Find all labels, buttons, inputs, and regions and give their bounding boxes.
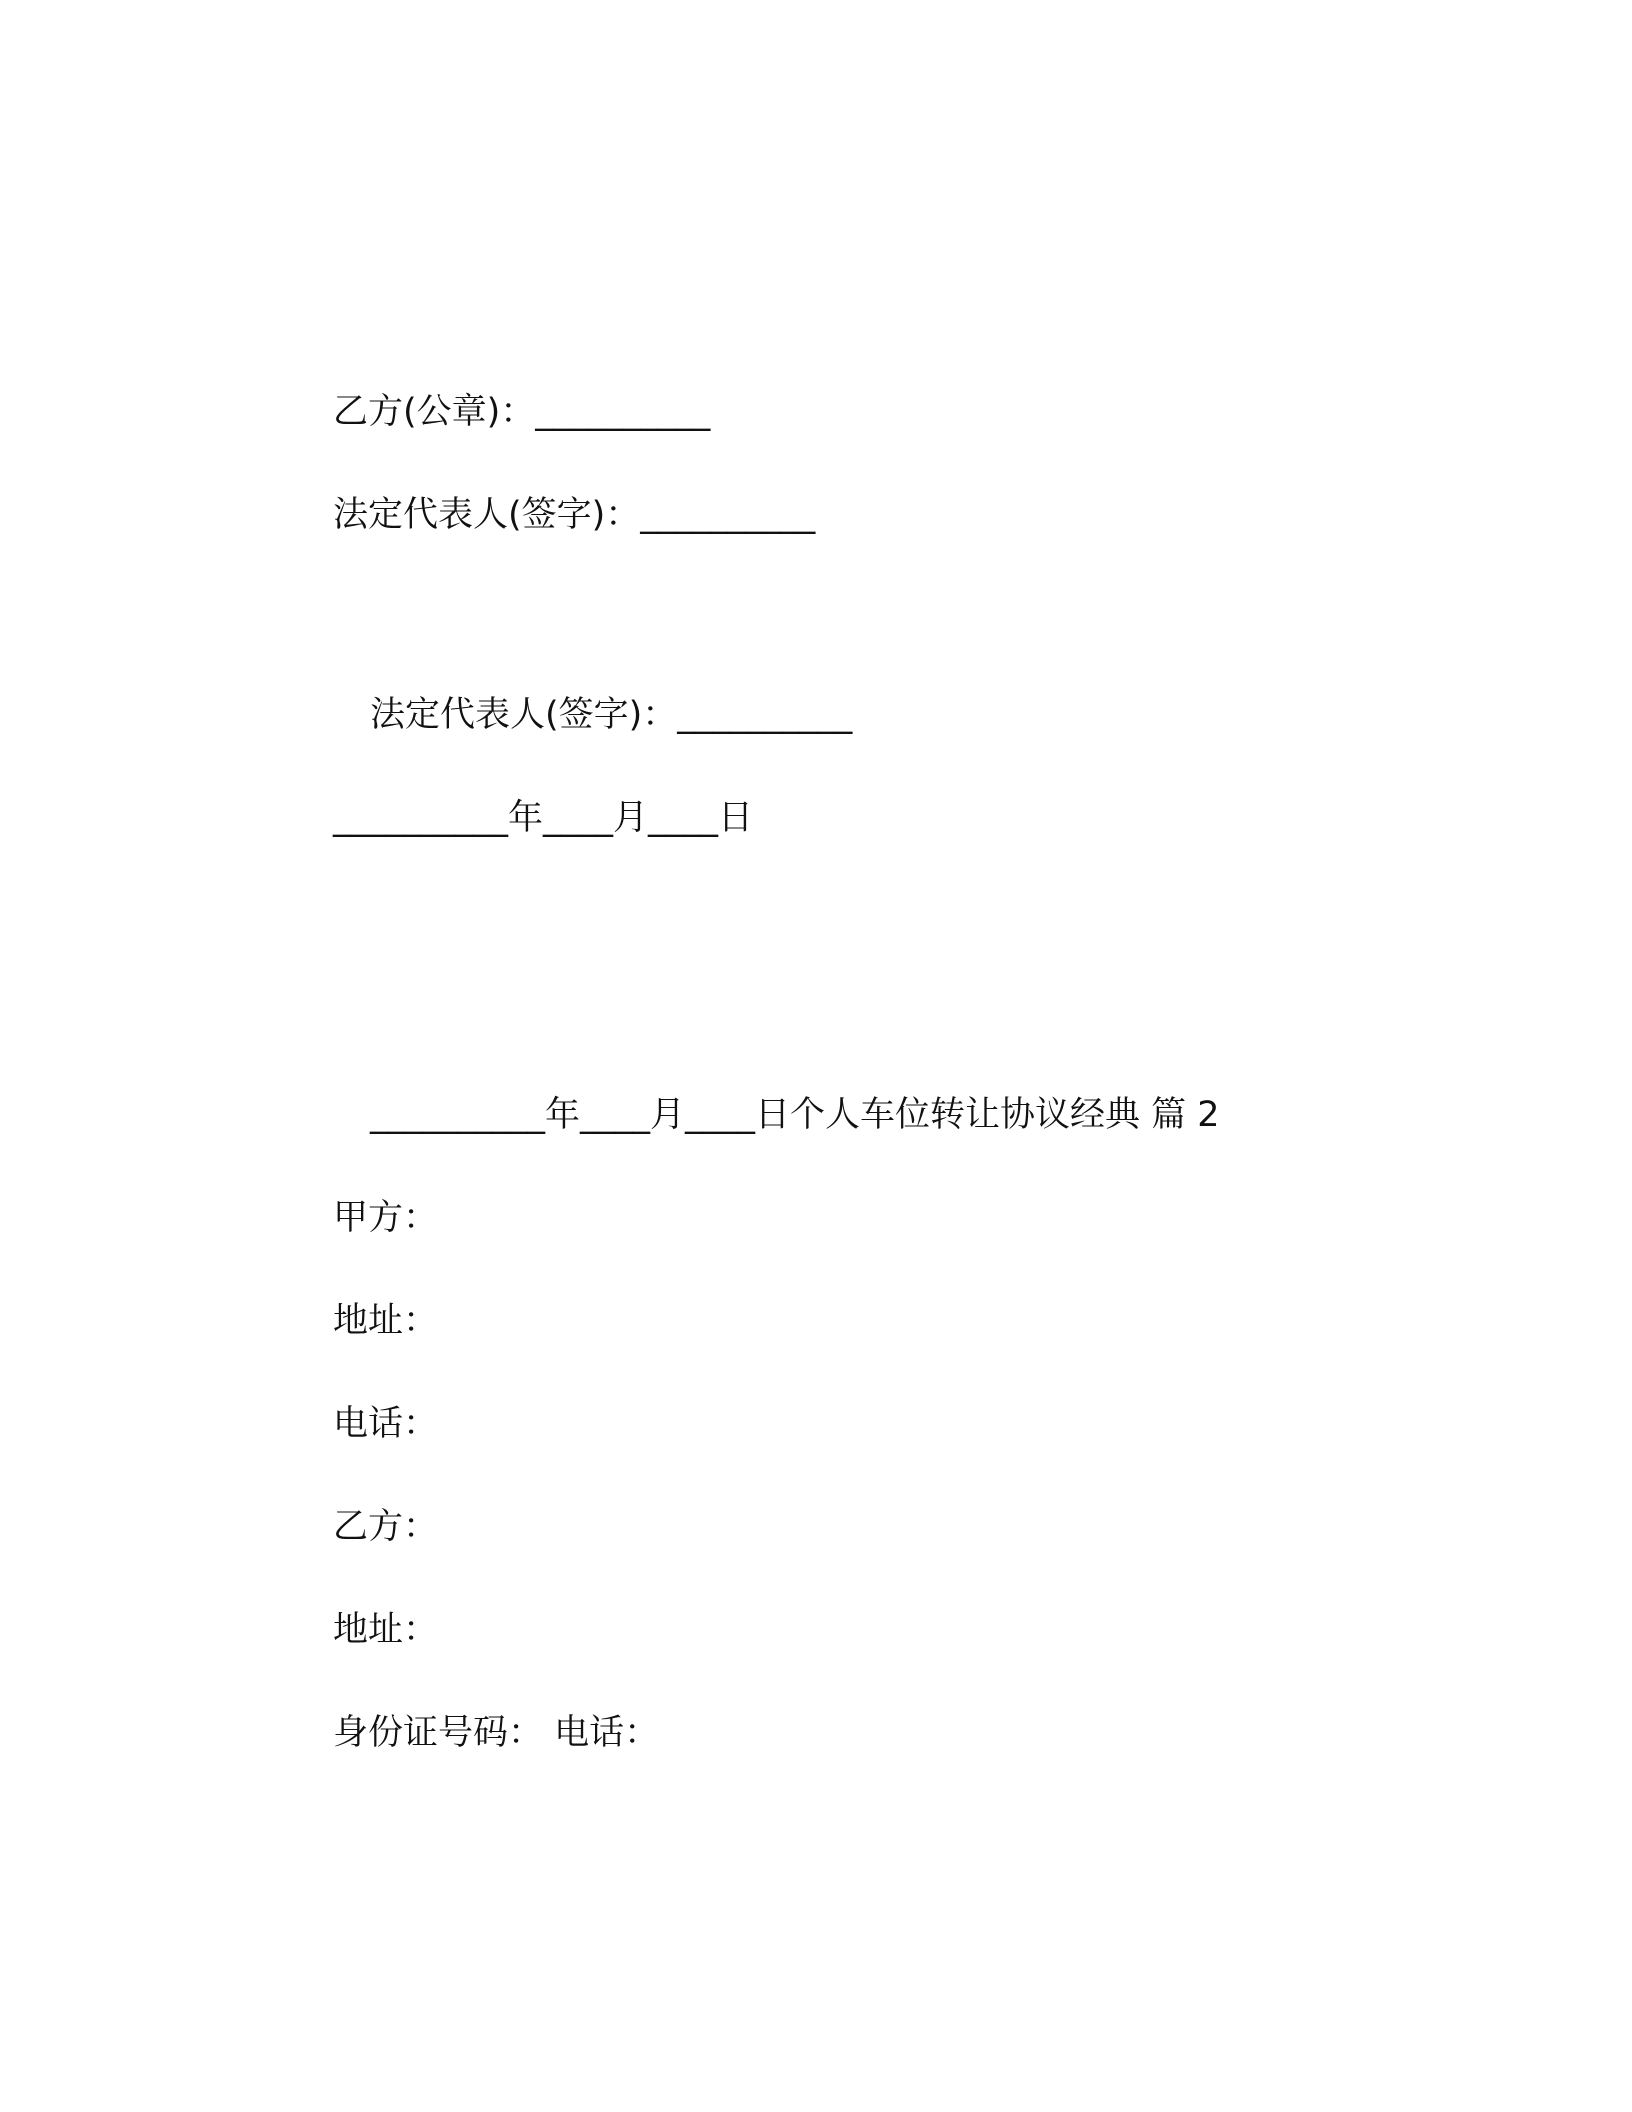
party-a-phone-label: 电话： bbox=[333, 1404, 439, 1444]
party-a-address-label: 地址： bbox=[333, 1301, 439, 1341]
id-number-and-phone-label: 身份证号码： 电话： bbox=[333, 1713, 660, 1753]
legal-representative-signature-line: 法定代表人(签字)：__________ bbox=[333, 495, 816, 535]
date-line: __________年____月____日 bbox=[333, 798, 754, 838]
section-title: __________年____月____日个人车位转让协议经典 篇 2 bbox=[370, 1095, 1220, 1135]
party-b-seal-line: 乙方(公章)：__________ bbox=[333, 392, 711, 432]
party-a-label: 甲方： bbox=[333, 1198, 439, 1238]
party-b-label: 乙方： bbox=[333, 1507, 439, 1547]
party-b-address-label: 地址： bbox=[333, 1610, 439, 1650]
legal-representative-signature-line-2: 法定代表人(签字)：__________ bbox=[370, 695, 853, 735]
